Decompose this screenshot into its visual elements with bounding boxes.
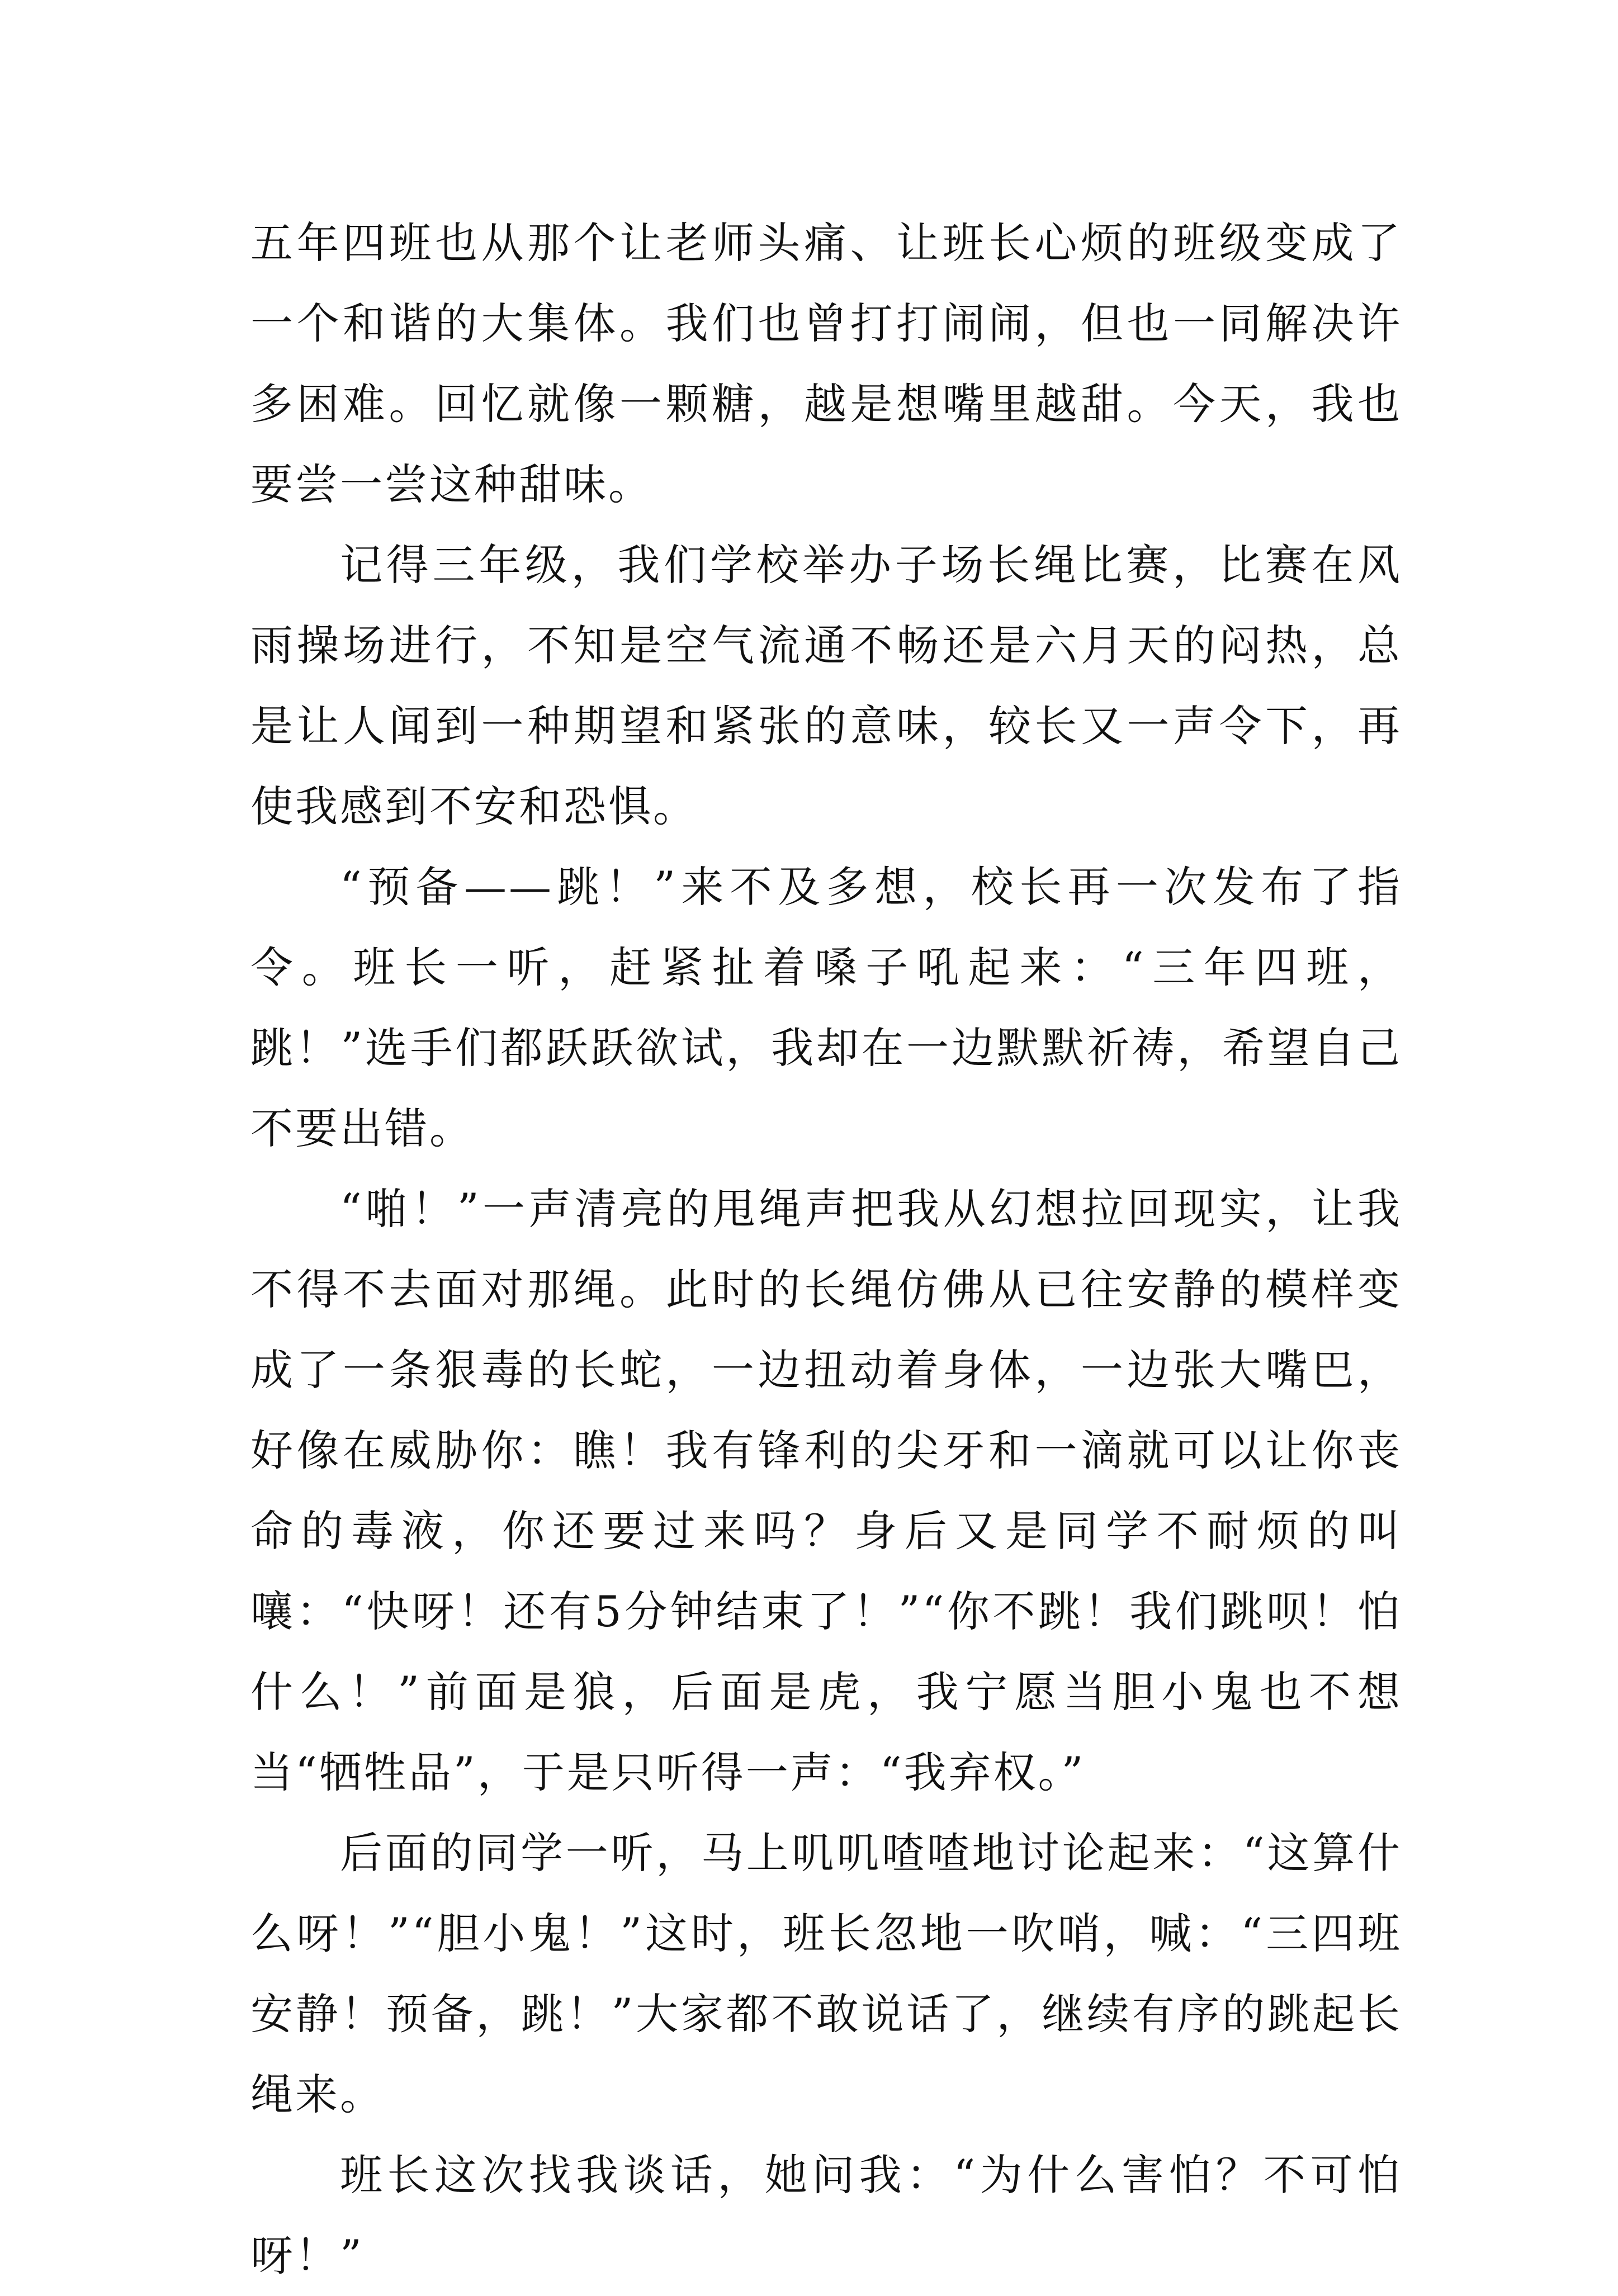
- document-body: [250, 203, 1402, 2296]
- paragraph-1: 五年四班也从那个让老师头痛、让班长心烦的班级变成了一个和谐的大集体。我们也曾打打闹闹，但也一同解决许多困难。回忆就像一颗糖，越是想嘴里越甜。今天，我也要尝一尝这种甜味。: [250, 218, 1402, 509]
- paragraph-2: 记得三年级，我们学校举办子场长绳比赛，比赛在风雨操场进行，不知是空气流通不畅还是六月天的闷热，总是让人闻到一种期望和紧张的意味，较长又一声令下，再使我感到不安和恐惧。: [250, 540, 1402, 831]
- paragraph-3: “预备——跳！”来不及多想，校长再一次发布了指令。班长一听，赶紧扯着嗓子吼起来：“三年四班，跳！”选手们都跃跃欲试，我却在一边默默祈祷，希望自己不要出错。: [250, 862, 1402, 1153]
- paragraph-4: “啪！”一声清亮的甩绳声把我从幻想拉回现实，让我不得不去面对那绳。此时的长绳仿佛从已往安静的模样变成了一条狠毒的长蛇，一边扭动着身体，一边张大嘴巴，好像在威胁你：瞧！我有锋利的尖牙和一滴就可以让你丧命的毒液，你还要过来吗？身后又是同学不耐烦的叫嚷：“快呀！还有5分钟结束了！”“你不跳！我们跳呗！怕什么！”前面是狼，后面是虎，我宁愿当胆小鬼也不想当“牺牲品”，于是只听得一声：“我弃权。”: [250, 1184, 1402, 1797]
- paragraph-6: 班长这次找我谈话，她问我：“为什么害怕？不可怕呀！”: [250, 2150, 1402, 2280]
- paragraph-5: 后面的同学一听，马上叽叽喳喳地讨论起来：“这算什么呀！”“胆小鬼！”这时，班长忽地一吹哨，喊：“三四班安静！预备，跳！”大家都不敢说话了，继续有序的跳起长绳来。: [250, 1828, 1402, 2119]
